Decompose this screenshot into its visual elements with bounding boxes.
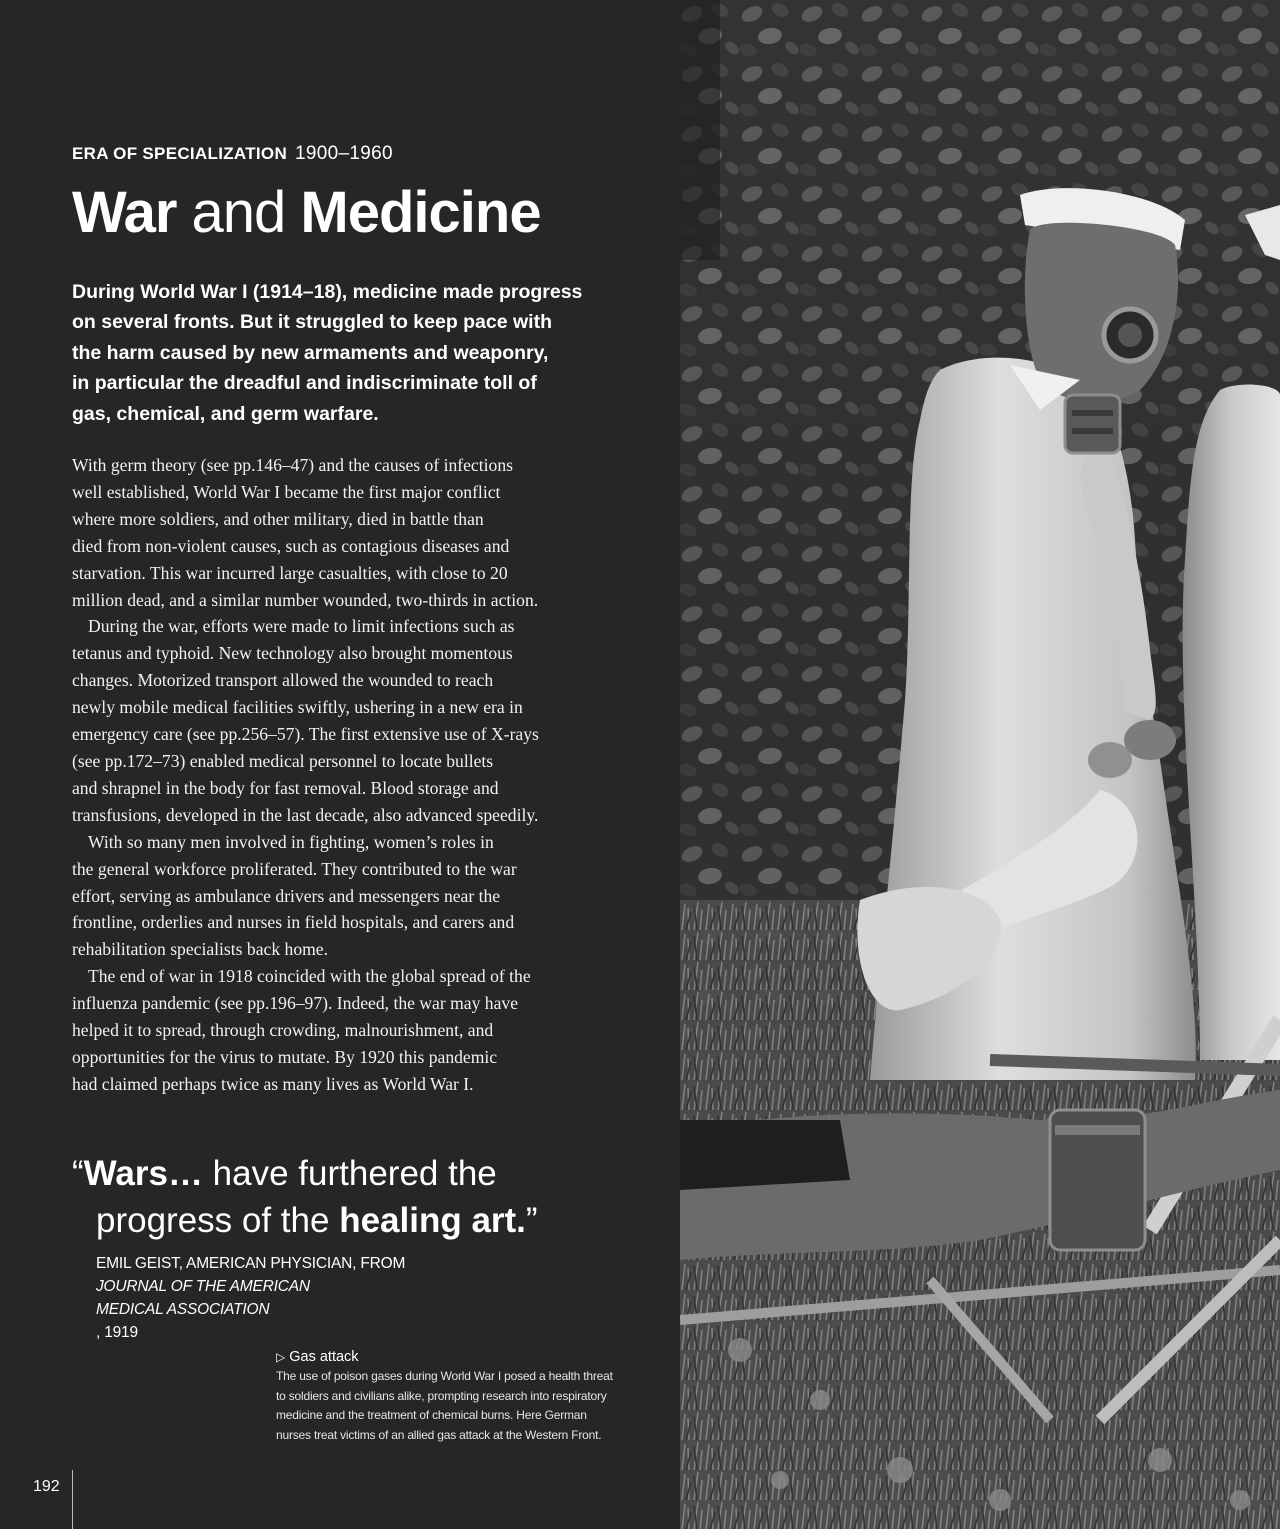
intro-line: the harm caused by new armaments and weaponry, [72, 341, 549, 364]
attribution-source-1: JOURNAL OF THE AMERICAN [96, 1278, 310, 1295]
intro-line: gas, chemical, and germ warfare. [72, 402, 379, 425]
quote-bold-wars: Wars… [83, 1154, 203, 1193]
page-number-rule [72, 1470, 73, 1529]
body-line: had claimed perhaps twice as many lives as World War I. [72, 1073, 474, 1094]
body-line: The end of war in 1918 coincided with the global spread of the [88, 966, 531, 987]
body-line: frontline, orderlies and nurses in field hospitals, and carers and [72, 912, 515, 933]
body-line: helped it to spread, through crowding, malnourishment, and [72, 1020, 494, 1041]
body-line: (see pp.172–73) enabled medical personnel to locate bullets [72, 750, 494, 771]
body-line: opportunities for the virus to mutate. By 1920 this pandemic [72, 1046, 498, 1067]
caption-title [276, 1347, 656, 1367]
attribution-prefix: EMIL GEIST, AMERICAN PHYSICIAN, FROM [96, 1255, 406, 1272]
attribution-line-1 [96, 1252, 656, 1298]
page-title [72, 178, 541, 248]
attribution-source-2: MEDICAL ASSOCIATION [96, 1301, 270, 1318]
body-line: transfusions, developed in the last decade, also advanced speedily. [72, 804, 539, 825]
body-line: changes. Motorized transport allowed the wounded to reach [72, 670, 494, 691]
body-line: rehabilitation specialists back home. [72, 939, 329, 960]
caption-line: nurses treat victims of an allied gas attack at the Western Front. [276, 1427, 602, 1442]
attribution-line-2 [96, 1298, 656, 1344]
caption-line: to soldiers and civilians alike, prompting research into respiratory [276, 1388, 607, 1403]
era-label: ERA OF SPECIALIZATION [72, 144, 288, 163]
caption-line: medicine and the treatment of chemical burns. Here German [276, 1408, 587, 1422]
body-line: influenza pandemic (see pp.196–97). Indeed, the war may have [72, 993, 519, 1014]
intro-line: in particular the dreadful and indiscriminate toll of [72, 372, 537, 395]
caption-line: The use of poison gases during World War I posed a health threat [276, 1369, 613, 1383]
body-line: During the war, efforts were made to limit infections such as [88, 616, 515, 637]
quote-text-1: have furthered the [202, 1154, 497, 1193]
body-line: million dead, and a similar number wounded, two-thirds in action. [72, 589, 539, 610]
photo-caption [276, 1347, 656, 1445]
body-line: tetanus and typhoid. New technology also brought momentous [72, 643, 513, 664]
intro-paragraph [72, 277, 632, 429]
era-heading [72, 143, 393, 165]
body-line: and shrapnel in the body for fast removal. Blood storage and [72, 777, 499, 798]
quote-attribution [96, 1252, 656, 1344]
body-line: effort, serving as ambulance drivers and messengers near the [72, 885, 501, 906]
attribution-year: , 1919 [96, 1324, 138, 1341]
quote-open-mark: “ [72, 1154, 84, 1193]
quote-close-mark: ” [525, 1201, 538, 1240]
body-line: where more soldiers, and other military, died in battle than [72, 508, 484, 529]
photo-gas-attack-nurses [680, 0, 1280, 1529]
caption-title-text: Gas attack [289, 1349, 359, 1365]
era-range: 1900–1960 [295, 143, 393, 164]
triangle-right-icon: ▷ [276, 1350, 286, 1364]
body-text [72, 452, 647, 1098]
text-column [72, 0, 662, 1529]
page-number: 192 [33, 1478, 60, 1495]
quote-line-1 [72, 1150, 538, 1197]
body-line: died from non-violent causes, such as contagious diseases and [72, 535, 510, 556]
body-line: With so many men involved in fighting, women’s roles in [88, 831, 494, 852]
body-line: starvation. This war incurred large casualties, with close to 20 [72, 562, 508, 583]
intro-line: on several fronts. But it struggled to keep pace with [72, 311, 552, 334]
caption-text [276, 1367, 656, 1445]
quote-line-2 [72, 1197, 538, 1244]
body-line: emergency care (see pp.256–57). The first extensive use of X-rays [72, 724, 539, 745]
body-line: newly mobile medical facilities swiftly, ushering in a new era in [72, 697, 523, 718]
pull-quote [72, 1150, 538, 1244]
quote-bold-healing: healing art. [339, 1201, 526, 1240]
intro-line: During World War I (1914–18), medicine made progress [72, 281, 583, 303]
title-word-war: War [72, 180, 177, 245]
body-line: the general workforce proliferated. They contributed to the war [72, 858, 517, 879]
body-line: With germ theory (see pp.146–47) and the causes of infections [72, 455, 513, 475]
title-word-and: and [176, 180, 301, 245]
body-line: well established, World War I became the first major conflict [72, 481, 501, 502]
title-word-medicine: Medicine [300, 180, 541, 245]
quote-text-2: progress of the [96, 1201, 340, 1240]
